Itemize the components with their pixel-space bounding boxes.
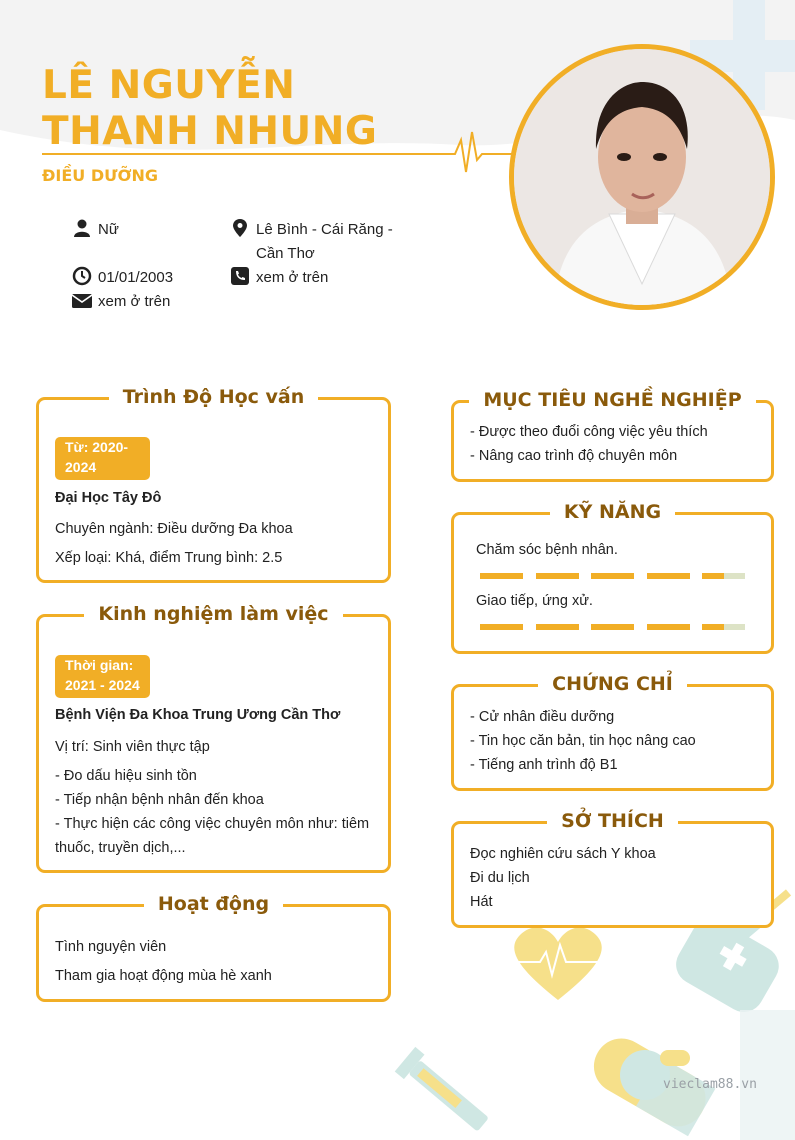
skill-level-bar [480, 624, 746, 630]
activity-item: Tình nguyện viên [55, 939, 167, 955]
job-title: ĐIỀU DƯỠNG [42, 166, 158, 185]
phone-value: xem ở trên [256, 269, 329, 286]
education-period-line2: 2024 [65, 459, 97, 475]
hobby-item: Đọc nghiên cứu sách Y khoa [470, 846, 656, 862]
skill-level-bar [480, 573, 746, 579]
email-value: xem ở trên [98, 293, 171, 310]
duty-item: - Đo dấu hiệu sinh tồn [55, 768, 197, 784]
activities-title: Hoạt động [144, 893, 283, 915]
company-name: Bệnh Viện Đa Khoa Trung Ương Cần Thơ [55, 707, 341, 723]
skill-segment-fill [536, 624, 579, 630]
skill-label: Chăm sóc bệnh nhân. [476, 542, 618, 558]
name-line-2: THANH NHUNG [42, 109, 378, 154]
education-section [36, 386, 391, 583]
skill-segment-fill [647, 624, 690, 630]
skills-title: KỸ NĂNG [550, 501, 675, 523]
certificate-item: - Cử nhân điều dưỡng [470, 709, 615, 725]
skill-label: Giao tiếp, ứng xử. [476, 593, 593, 609]
experience-period-line1: Thời gian: [65, 657, 134, 673]
certificates-title: CHỨNG CHỈ [538, 673, 687, 695]
objective-title: MỤC TIÊU NGHỀ NGHIỆP [469, 389, 755, 411]
duty-item: thuốc, truyền dịch,... [55, 840, 186, 856]
phone-icon [230, 266, 250, 286]
duty-item: - Tiếp nhận bệnh nhân đến khoa [55, 792, 264, 808]
birthday-value: 01/01/2003 [98, 269, 174, 286]
address-line-2: Cần Thơ [256, 245, 315, 262]
education-period-line1: Từ: 2020- [65, 439, 129, 455]
experience-section [36, 603, 391, 873]
hobbies-title: SỞ THÍCH [547, 810, 678, 832]
activity-item: Tham gia hoạt động mùa hè xanh [55, 968, 272, 984]
heart-ecg-icon [514, 927, 601, 1000]
duty-item: - Thực hiện các công việc chuyên môn như: tiêm [55, 816, 370, 832]
skill-segment-fill [480, 573, 523, 579]
experience-title: Kinh nghiệm làm việc [84, 603, 342, 625]
objective-item: - Được theo đuổi công việc yêu thích [470, 424, 708, 440]
skill-segment-fill [647, 573, 690, 579]
map-pin-icon [230, 218, 250, 238]
objective-item: - Nâng cao trình độ chuyên môn [470, 448, 678, 464]
experience-period-badge [55, 655, 150, 698]
skill-segment-fill [591, 573, 634, 579]
skills-section [451, 501, 774, 654]
major: Chuyên ngành: Điều dưỡng Đa khoa [55, 521, 293, 537]
syringe-icon [395, 1047, 494, 1137]
hobby-item: Đi du lịch [470, 870, 530, 886]
certificate-item: - Tin học căn bản, tin học nâng cao [470, 733, 696, 749]
watermark: vieclam88.vn [663, 1077, 757, 1092]
activities-section [36, 893, 391, 1002]
certificates-section [451, 673, 774, 791]
user-icon [72, 218, 92, 238]
candidate-name [42, 63, 377, 155]
objective-section [451, 389, 774, 482]
name-line-1: LÊ NGUYỄN [42, 63, 296, 108]
skill-segment-fill [536, 573, 579, 579]
skill-segment-fill [591, 624, 634, 630]
experience-period-line2: 2021 - 2024 [65, 677, 140, 693]
grade: Xếp loại: Khá, điểm Trung bình: 2.5 [55, 550, 283, 566]
profile-photo [509, 44, 775, 310]
gender-value: Nữ [98, 221, 119, 238]
hobbies-section [451, 810, 774, 928]
position: Vị trí: Sinh viên thực tập [55, 739, 210, 755]
skill-segment-fill [702, 624, 724, 630]
clock-icon [72, 266, 92, 286]
school-name: Đại Học Tây Đô [55, 490, 162, 506]
address-line-1: Lê Bình - Cái Răng - [256, 221, 393, 238]
envelope-icon [72, 290, 92, 310]
certificate-item: - Tiếng anh trình độ B1 [470, 757, 618, 773]
education-title: Trình Độ Học vấn [109, 386, 319, 408]
skill-segment-fill [702, 573, 724, 579]
education-period-badge [55, 437, 150, 480]
skill-segment-fill [480, 624, 523, 630]
hobby-item: Hát [470, 894, 493, 910]
